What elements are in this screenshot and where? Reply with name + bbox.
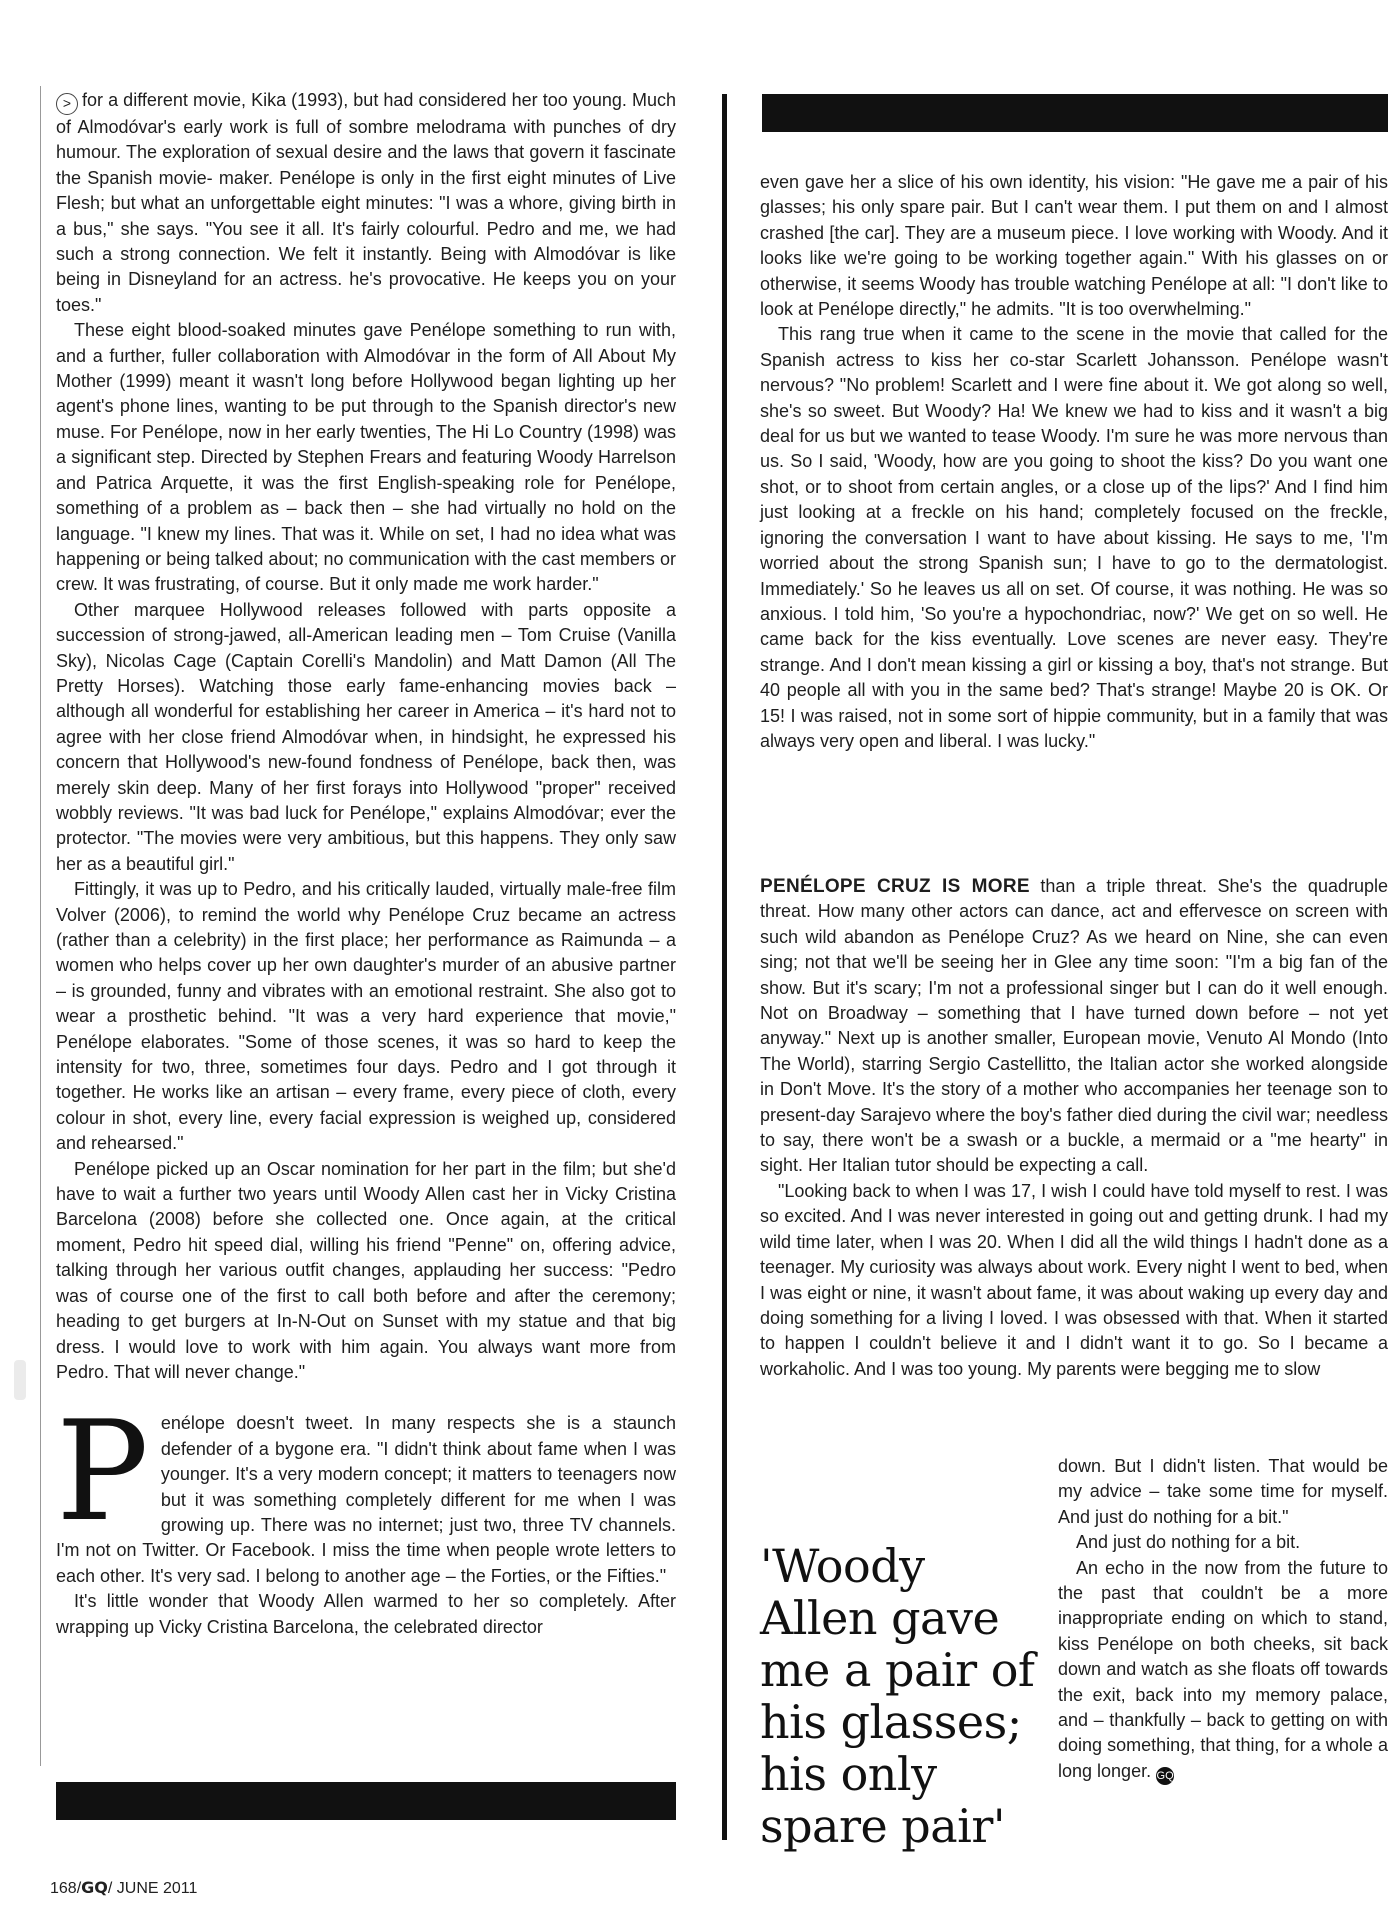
right-column-bottom [760, 874, 1388, 1382]
continue-arrow-icon: > [56, 93, 78, 115]
right-paragraph-6 [1058, 1556, 1388, 1785]
right-paragraph-2: This rang true when it came to the scene in the movie that called for the Spanish actress to kiss her co-star Scarlett Johansson. Penélope wasn't nervous? "No problem! Scarlett and I were fine about it. We got along so well, she's so sweet. But Woody? Ha! We knew we had to kiss and it wasn't a big deal for us but we wanted to tease Woody. I'm sure he was more nervous than us. So I said, 'Woody, how are you going to shoot the kiss? Do you want one shot, or to shoot from certain angles, or a close up of the lips?' And I find him just looking at a freckle on his hand; completely focused on the freckle, ignoring the conversation I want to have about kissing. He says to me, 'I'm worried about the strong Spanish sun; I have to go to the dermatologist. Immediately.' So he leaves us all on set. Of course, it was nothing. He was so anxious. I told him, 'So you're a hypochondriac, now?' We get on so well. He came back for the kiss eventually. Love scenes are never easy. They're strange. And I don't mean kissing a girl or kissing a boy, that's not strange. But 40 people all with you in the same bed? That's strange! Maybe 20 is OK. Or 15! I was raised, not in some sort of hippie community, but in a family that was always very open and liberal. I was lucky." [760, 324, 1388, 751]
right-paragraph-4: "Looking back to when I was 17, I wish I could have told myself to rest. I was so excited. And I was never interested in going out and getting drunk. I had my wild time later, when I was 20. When I did all the wild things I hadn't done as a teenager. My curiosity was always about work. Every night I went to bed, when I was eight or nine, it wasn't about fame, it was about waking up every day and doing something for a living I loved. I was obsessed with that. When it started to happen I couldn't believe it and I didn't want it to go. So I became a workaholic. And I was too young. My parents were begging me to slow [760, 1180, 1388, 1379]
left-paragraph-1 [56, 88, 676, 318]
folio [50, 1878, 197, 1898]
magazine-logo: GQ [81, 1878, 108, 1897]
scan-smudge [14, 1360, 26, 1400]
left-paragraph-5: Penélope picked up an Oscar nomination for her part in the film; but she'd have to wait a further two years until Woody Allen cast her in Vicky Cristina Barcelona (2008) before she collected one. Once again, at the critical moment, Pedro hit speed dial, willing his friend "Penne" on, offering advice, talking through her various outfit changes, applauding her success: "Pedro was of course one of the first to call both before and after the ceremony; heading to get burgers at In-N-Out on Sunset with my statue and that big dress. I would love to work with him again. You always want more from Pedro. That will never change." [56, 1158, 676, 1382]
right-narrow-column [1058, 1454, 1388, 1785]
left-paragraph-4: Fittingly, it was up to Pedro, and his critically lauded, virtually male-free film Volver (2006), to remind the world why Penélope Cruz became an actress (rather than a celebrity) in the first place; her performance as Raimunda – a women who helps cover up her own daughter's murder of an abusive partner – is grounded, funny and vibrates with an emotional restraint. She also got to wear a prosthetic behind. "It was a very hard experience that movie," Penélope elaborates. "Some of those scenes, it was so hard to keep the intensity for two, three, sometimes four days. Pedro and I got through it together. He works like an artisan – every frame, every piece of cloth, every colour in shot, every line, every facial expression is weighed up, considered and rehearsed." [56, 879, 676, 1154]
right-paragraph-6-text: An echo in the now from the future to the past that couldn't be a more inappropriate ending on which to stand, kiss Penélope on both cheeks, sit back down and watch as she floats off towards the exit, back into my memory palace, and – thankfully – back to getting on with doing something, that thing, for a whole a long longer. [1058, 1557, 1388, 1781]
left-paragraph-6 [56, 1391, 676, 1589]
bottom-left-bar [56, 1782, 676, 1820]
left-paragraph-2: These eight blood-soaked minutes gave Penélope something to run with, and a further, fuller collaboration with Almodóvar in the form of All About My Mother (1999) meant it wasn't long before Hollywood began lighting up her agent's phone lines, wanting to be put through to the Spanish director's new muse. For Penélope, now in her early twenties, The Hi Lo Country (1998) was a significant step. Directed by Stephen Frears and featuring Woody Harrelson and Patrica Arquette, it was the first English-speaking role for Penélope, something of a problem as – back then – she had virtually no hold on the language. "I knew my lines. That was it. While on set, I had no idea what was happening or being talked about; no communication with the cast members or crew. It was frustrating, of course. But it only made me work harder." [56, 320, 676, 595]
right-column-top [760, 170, 1388, 754]
left-column-rule [40, 86, 41, 1766]
left-paragraph-6-text: enélope doesn't tweet. In many respects she is a staunch defender of a bygone era. "I didn't think about fame when I was younger. It's a very modern concept; it matters to teenagers now but it was something completely different for me when I was growing up. There was no internet; just two, three TV channels. I'm not on Twitter. Or Facebook. I miss the time when people wrote letters to each other. It's very sad. I belong to another age – the Forties, or the Fifties." [56, 1413, 676, 1586]
right-paragraph-1: even gave her a slice of his own identity, his vision: "He gave me a pair of his glasses; his only spare pair. But I can't wear them. I put them on and I almost crashed [the car]. They are a museum piece. I love working with Woody. And it looks like we're going to be working together again." With his glasses on or otherwise, it seems Woody has trouble watching Penélope at all: "I don't like to look at Penélope directly," he admits. "It is too overwhelming." [760, 172, 1388, 320]
end-mark-icon: GQ [1156, 1767, 1174, 1785]
right-paragraph-5: And just do nothing for a bit. [1076, 1532, 1301, 1553]
top-right-bar [762, 94, 1388, 132]
drop-cap: P [56, 1391, 149, 1553]
right-paragraph-3-text: than a triple threat. She's the quadruple threat. How many other actors can dance, act and effervesce on screen with such wild abandon as Penélope Cruz? As we heard on Nine, she can even sing; not that we'll be seeing her in Glee any time soon: "I'm a big fan of the show. But it's scary; I'm not a professional singer but I can do it well enough. Not on Broadway – something that I have turned down before – not yet anyway." Next up is another smaller, European movie, Venuto Al Mondo (Into The World), starring Sergio Castellitto, the Italian actor she worked alongside in Don't Move. It's the story of a mother who accompanies her teenage son to present-day Sarajevo where the boy's father died during the civil war; needless to say, there won't be a swash or a buckle, a mermaid or a "me hearty" in sight. Her Italian tutor should be expecting a call. [760, 876, 1389, 1176]
left-paragraph-1-text: for a different movie, Kika (1993), but had considered her too young. Much of Almodóvar's early work is full of sombre melodrama with punches of dry humour. The exploration of sexual desire and the laws that govern it fascinate the Spanish movie- maker. Penélope is only in the first eight minutes of Live Flesh; but what an unforgettable eight minutes: "I was a whore, giving birth in a bus," she says. "You see it all. It's fairly colourful. Pedro and me, we had such a strong connection. We felt it instantly. Being with Almodóvar is like being in Disneyland for an actress. he's provocative. He keeps you on your toes." [56, 90, 676, 315]
section-lead: PENÉLOPE CRUZ IS MORE [760, 876, 1030, 897]
left-paragraph-3: Other marquee Hollywood releases followed with parts opposite a succession of strong-jawed, all-American leading men – Tom Cruise (Vanilla Sky), Nicolas Cage (Captain Corelli's Mandolin) and Matt Damon (All The Pretty Horses). Watching those early fame-enhancing movies back – although all wonderful for establishing her career in America – it's hard not to agree with her close friend Almodóvar when, in hindsight, he expressed his concern that Hollywood's new-found fondness of Penélope, back then, was merely skin deep. Many of her first forays into Hollywood "proper" received wobbly reviews. "It was bad luck for Penélope," explains Almodóvar; ever the protector. "The movies were very ambitious, but this happens. They only saw her as a beautiful girl." [56, 599, 676, 874]
left-column [56, 88, 676, 1640]
issue-date: / JUNE 2011 [107, 1880, 198, 1897]
right-paragraph-4-continued: down. But I didn't listen. That would be my advice – take some time for myself. And just do nothing for a bit." [1058, 1456, 1388, 1527]
page-number: 168/ [50, 1880, 82, 1897]
right-paragraph-3 [760, 874, 1388, 1179]
left-paragraph-7: It's little wonder that Woody Allen warmed to her so completely. After wrapping up Vicky Cristina Barcelona, the celebrated director [56, 1591, 676, 1637]
center-column-rule [722, 94, 727, 1840]
pull-quote: 'Woody Allen gave me a pair of his glasses; his only spare pair' [760, 1539, 1035, 1853]
